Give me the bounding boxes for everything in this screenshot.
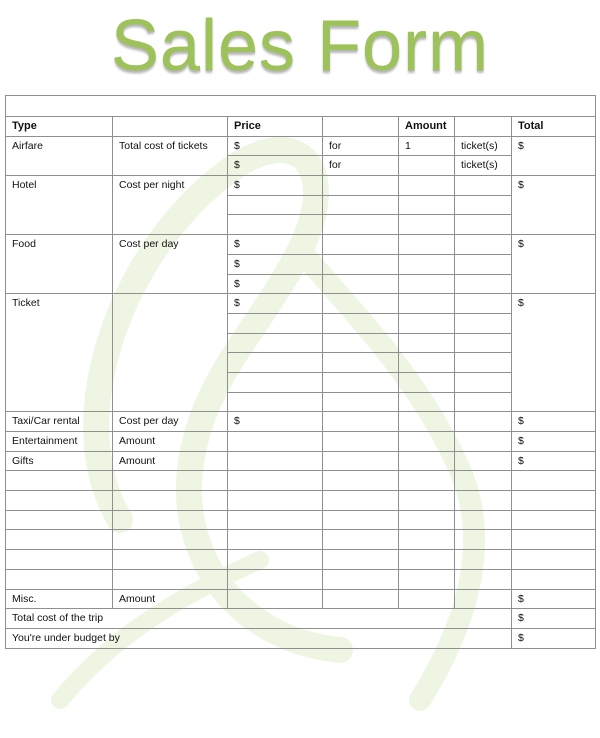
cell-description: Cost per day: [113, 235, 228, 294]
cell-for[interactable]: [323, 471, 399, 491]
cell-total[interactable]: [512, 491, 596, 511]
cell-price[interactable]: $: [228, 274, 323, 294]
cell-unit[interactable]: [455, 235, 512, 255]
cell-for[interactable]: [323, 569, 399, 589]
header-cell-amount: Amount: [399, 117, 455, 137]
sales-form-table: [5, 95, 596, 649]
cell-for[interactable]: [323, 432, 399, 452]
header-cell-total: Total: [512, 117, 596, 137]
cell-amount[interactable]: [399, 156, 455, 176]
cell-for: for: [323, 136, 399, 156]
cell-price[interactable]: [228, 550, 323, 570]
total-cost-value[interactable]: $: [512, 609, 596, 629]
cell-for[interactable]: [323, 412, 399, 432]
under-budget-value[interactable]: $: [512, 628, 596, 648]
table-row: [6, 412, 596, 432]
cell-price[interactable]: [228, 353, 323, 373]
cell-price[interactable]: [228, 510, 323, 530]
cell-total[interactable]: [512, 550, 596, 570]
table-row: [6, 294, 596, 314]
cell-price[interactable]: [228, 530, 323, 550]
cell-unit[interactable]: [455, 294, 512, 314]
cell-for[interactable]: [323, 215, 399, 235]
cell-type: [6, 530, 113, 550]
cell-type: Food: [6, 235, 113, 294]
cell-description: Amount: [113, 432, 228, 452]
cell-for[interactable]: [323, 333, 399, 353]
cell-for[interactable]: [323, 372, 399, 392]
cell-unit[interactable]: [455, 471, 512, 491]
cell-total[interactable]: $: [512, 294, 596, 412]
cell-amount[interactable]: [399, 254, 455, 274]
cell-for[interactable]: [323, 491, 399, 511]
cell-unit[interactable]: [455, 274, 512, 294]
cell-amount[interactable]: [399, 412, 455, 432]
cell-for[interactable]: [323, 235, 399, 255]
cell-for[interactable]: [323, 274, 399, 294]
cell-amount[interactable]: [399, 451, 455, 471]
header-cell-unit: [455, 117, 512, 137]
header-cell-price: Price: [228, 117, 323, 137]
cell-price[interactable]: $: [228, 136, 323, 156]
cell-price[interactable]: [228, 569, 323, 589]
cell-type: [6, 569, 113, 589]
cell-amount[interactable]: [399, 333, 455, 353]
cell-for[interactable]: [323, 589, 399, 609]
cell-price[interactable]: [228, 333, 323, 353]
cell-total[interactable]: [512, 471, 596, 491]
cell-price[interactable]: $: [228, 235, 323, 255]
cell-amount[interactable]: [399, 215, 455, 235]
cell-amount[interactable]: [399, 176, 455, 196]
cell-price[interactable]: [228, 451, 323, 471]
cell-type: Airfare: [6, 136, 113, 175]
cell-description: [113, 294, 228, 412]
cell-for[interactable]: [323, 195, 399, 215]
cell-price[interactable]: $: [228, 294, 323, 314]
cell-type: Taxi/Car rental: [6, 412, 113, 432]
cell-price[interactable]: $: [228, 412, 323, 432]
cell-total[interactable]: $: [512, 451, 596, 471]
cell-unit[interactable]: [455, 176, 512, 196]
cell-unit[interactable]: [455, 491, 512, 511]
cell-unit: ticket(s): [455, 156, 512, 176]
total-cost-label: Total cost of the trip: [6, 609, 512, 629]
cell-for[interactable]: [323, 550, 399, 570]
cell-description: [113, 491, 228, 511]
cell-type: [6, 510, 113, 530]
cell-for[interactable]: [323, 451, 399, 471]
cell-unit[interactable]: [455, 392, 512, 412]
cell-for[interactable]: [323, 530, 399, 550]
cell-unit[interactable]: [455, 353, 512, 373]
cell-description: [113, 550, 228, 570]
page-title: Sales Form: [110, 6, 490, 86]
cell-total[interactable]: [512, 569, 596, 589]
cell-type: Gifts: [6, 451, 113, 471]
cell-type: Hotel: [6, 176, 113, 235]
table-row: [6, 432, 596, 452]
cell-description: Amount: [113, 589, 228, 609]
table-row: [6, 491, 596, 511]
cell-amount[interactable]: [399, 274, 455, 294]
cell-total[interactable]: [512, 530, 596, 550]
blank-top-row: [6, 96, 596, 117]
cell-amount[interactable]: [399, 372, 455, 392]
cell-amount[interactable]: [399, 510, 455, 530]
cell-unit[interactable]: [455, 412, 512, 432]
cell-unit[interactable]: [455, 510, 512, 530]
table-row: [6, 589, 596, 609]
cell-price[interactable]: [228, 491, 323, 511]
cell-for[interactable]: [323, 392, 399, 412]
cell-total[interactable]: $: [512, 412, 596, 432]
cell-unit[interactable]: [455, 313, 512, 333]
cell-price[interactable]: [228, 589, 323, 609]
cell-amount[interactable]: [399, 569, 455, 589]
table-row: [6, 550, 596, 570]
cell-total[interactable]: $: [512, 589, 596, 609]
cell-amount[interactable]: [399, 313, 455, 333]
cell-unit[interactable]: [455, 254, 512, 274]
summary-row-under-budget: [6, 628, 596, 648]
cell-amount[interactable]: [399, 491, 455, 511]
cell-price[interactable]: $: [228, 254, 323, 274]
cell-unit[interactable]: [455, 215, 512, 235]
cell-unit[interactable]: [455, 372, 512, 392]
cell-amount[interactable]: [399, 530, 455, 550]
cell-description: [113, 510, 228, 530]
cell-unit[interactable]: [455, 432, 512, 452]
table-row: [6, 569, 596, 589]
cell-type: [6, 471, 113, 491]
cell-price[interactable]: $: [228, 176, 323, 196]
cell-description: [113, 569, 228, 589]
cell-amount[interactable]: [399, 471, 455, 491]
cell-description: [113, 530, 228, 550]
cell-unit[interactable]: [455, 451, 512, 471]
cell-for[interactable]: [323, 313, 399, 333]
cell-price[interactable]: [228, 432, 323, 452]
cell-price[interactable]: [228, 392, 323, 412]
cell-unit[interactable]: [455, 569, 512, 589]
cell-total[interactable]: $: [512, 136, 596, 175]
cell-unit[interactable]: [455, 195, 512, 215]
table-row: [6, 451, 596, 471]
cell-price[interactable]: [228, 313, 323, 333]
cell-unit[interactable]: [455, 550, 512, 570]
sales-form-container: [5, 95, 595, 649]
header-cell-description: [113, 117, 228, 137]
cell-unit[interactable]: [455, 333, 512, 353]
cell-total[interactable]: $: [512, 432, 596, 452]
cell-amount[interactable]: [399, 195, 455, 215]
cell-type: Entertainment: [6, 432, 113, 452]
cell-price[interactable]: $: [228, 156, 323, 176]
cell-amount[interactable]: [399, 432, 455, 452]
cell-amount[interactable]: [399, 589, 455, 609]
cell-description: [113, 471, 228, 491]
cell-type: Misc.: [6, 589, 113, 609]
table-row: [6, 530, 596, 550]
cell-unit: ticket(s): [455, 136, 512, 156]
cell-description: Cost per night: [113, 176, 228, 235]
cell-type: [6, 491, 113, 511]
cell-amount[interactable]: 1: [399, 136, 455, 156]
cell-unit[interactable]: [455, 530, 512, 550]
under-budget-label: You're under budget by: [6, 628, 512, 648]
cell-price[interactable]: [228, 471, 323, 491]
cell-unit[interactable]: [455, 589, 512, 609]
cell-amount[interactable]: [399, 294, 455, 314]
cell-price[interactable]: [228, 195, 323, 215]
cell-amount[interactable]: [399, 392, 455, 412]
cell-for[interactable]: [323, 510, 399, 530]
cell-for[interactable]: [323, 353, 399, 373]
table-header-row: [6, 117, 596, 137]
cell-for: for: [323, 156, 399, 176]
cell-description: Cost per day: [113, 412, 228, 432]
blank-top-cell: [6, 96, 596, 117]
cell-price[interactable]: [228, 372, 323, 392]
cell-total[interactable]: $: [512, 235, 596, 294]
cell-for[interactable]: [323, 176, 399, 196]
cell-amount[interactable]: [399, 235, 455, 255]
cell-amount[interactable]: [399, 353, 455, 373]
cell-for[interactable]: [323, 294, 399, 314]
cell-type: Ticket: [6, 294, 113, 412]
cell-amount[interactable]: [399, 550, 455, 570]
header-cell-for: [323, 117, 399, 137]
cell-total[interactable]: $: [512, 176, 596, 235]
cell-price[interactable]: [228, 215, 323, 235]
cell-description: Amount: [113, 451, 228, 471]
table-row: [6, 176, 596, 196]
table-row: [6, 471, 596, 491]
cell-total[interactable]: [512, 510, 596, 530]
cell-for[interactable]: [323, 254, 399, 274]
table-row: [6, 235, 596, 255]
cell-type: [6, 550, 113, 570]
summary-row-total-cost: [6, 609, 596, 629]
table-row: [6, 510, 596, 530]
header-cell-type: Type: [6, 117, 113, 137]
table-row: [6, 136, 596, 156]
cell-description: Total cost of tickets: [113, 136, 228, 175]
